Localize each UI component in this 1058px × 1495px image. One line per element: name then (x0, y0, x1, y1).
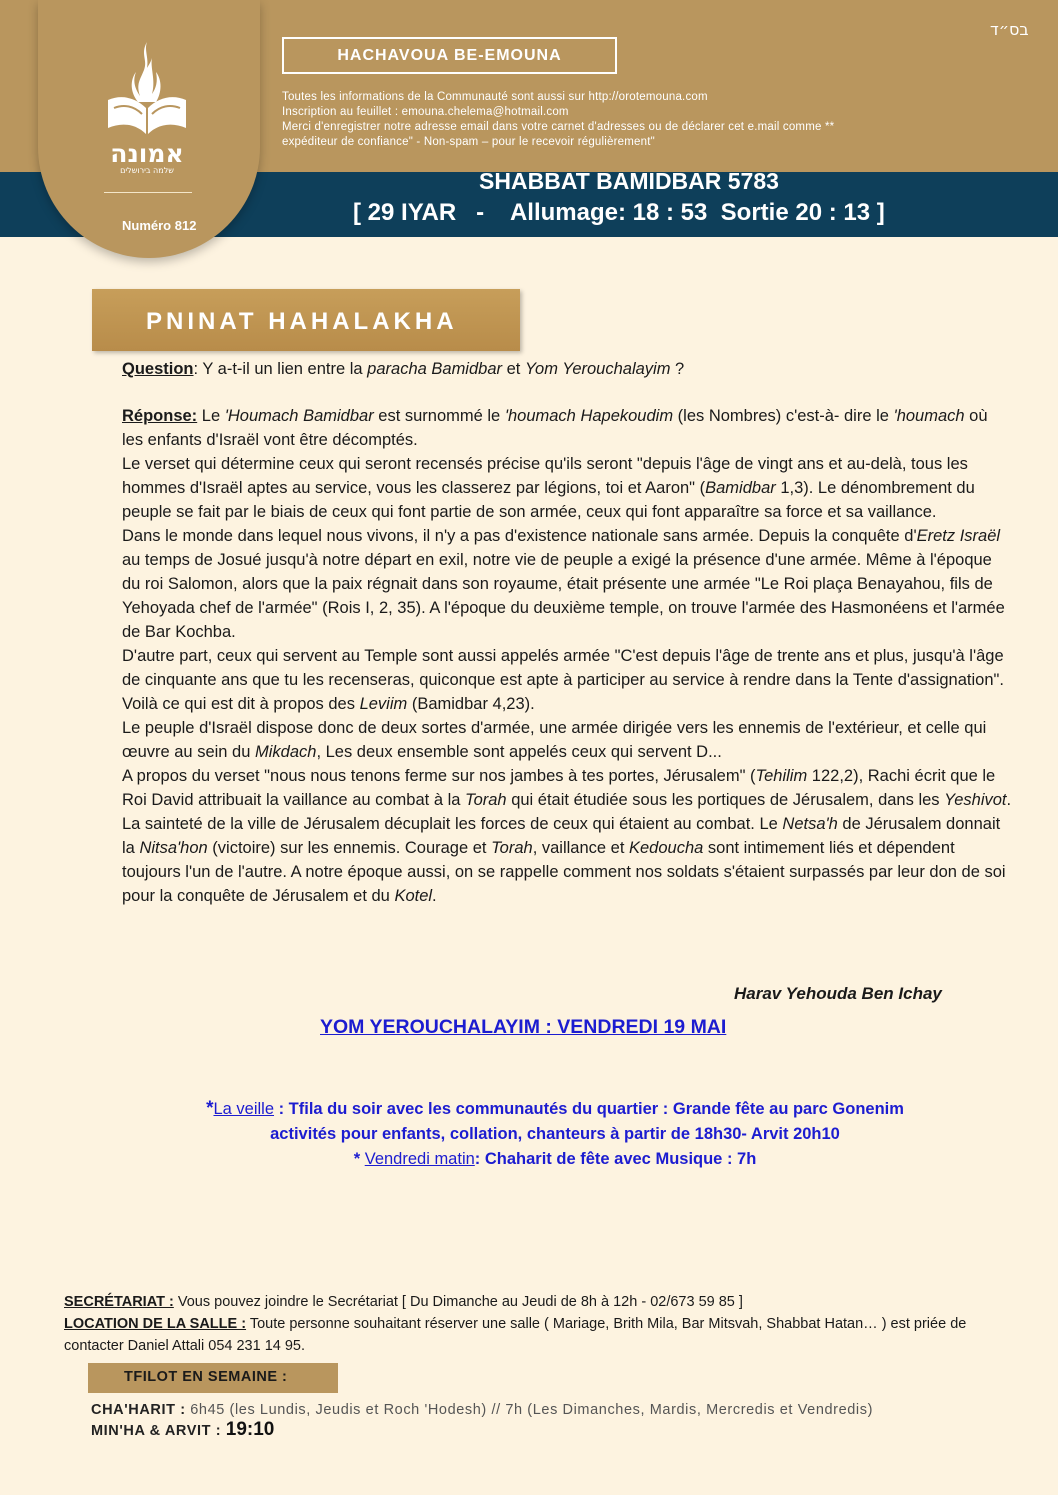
minha-label: MIN'HA & ARVIT : (91, 1423, 222, 1439)
event-line-activities: activités pour enfants, collation, chanteurs à partir de 18h30- Arvit 20h10 (270, 1125, 840, 1143)
emouna-logo (100, 38, 194, 176)
answer-label: Réponse: (122, 407, 198, 425)
tfilot-title: TFILOT EN SEMAINE : (124, 1369, 288, 1385)
shabbat-title: SHABBAT BAMIDBAR 5783 (479, 168, 779, 194)
author-signature: Harav Yehouda Ben Ichay (734, 984, 942, 1003)
candle-times: [ 29 IYAR - Allumage: 18 : 53 Sortie 20 : 13 ] (353, 199, 885, 226)
newsletter-name: HACHAVOUA BE-EMOUNA (282, 37, 617, 74)
info-line-subscription[interactable]: Inscription au feuillet : emouna.chelema@hotmail.com (282, 106, 569, 118)
event-details (100, 1096, 1010, 1172)
secretariat-line: SECRÉTARIAT : Vous pouvez joindre le Secrétariat [ Du Dimanche au Jeudi de 8h à 12h - 02/673 59 85 ] (64, 1294, 743, 1310)
location-label: LOCATION DE LA SALLE : (64, 1316, 247, 1332)
eve-link[interactable]: La veille (213, 1100, 275, 1118)
prayer-schedule (91, 1401, 873, 1441)
paragraph-census: Le verset qui détermine ceux qui seront recensés précise qu'ils seront "depuis l'âge de vingt ans et au-delà, tous les hommes d'Israël aptes au service, vous les classerez par légions, toi et Aaron" (Bamidbar 1,3). Le dénombrement du peuple se fait par le biais de ceux qui font partie de son armée, ceux qui font apparaître sa force et sa vaillance. (122, 455, 975, 521)
paragraph-rachi: A propos du verset "nous nous tenons ferme sur nos jambes à tes portes, Jérusalem" (Tehilim 122,2), Rachi écrit que le Roi David attribuait la vaillance au combat à la Torah qui était étudiée sous les portiques de Jérusalem, dans les Yeshivot. (122, 767, 1012, 809)
morning-link[interactable]: Vendredi matin (364, 1150, 475, 1168)
paragraph-temple: D'autre part, ceux qui servent au Temple sont aussi appelés armée "C'est depuis l'âge de trente ans et plus, jusqu'à l'âge de cinquante ans que tu les recenseras, quiconque est apte à participer au service à rendre dans la Tente d'assignation". Voilà ce qui est dit à propos des Leviim (Bamidbar 4,23). (122, 647, 1004, 713)
info-line-email-note: Merci d'enregistrer notre adresse email dans votre carnet d'adresses ou de déclarer cet e.mail comme ** (282, 121, 835, 133)
info-line-spam-note: expéditeur de confiance" - Non-spam – pour le recevoir régulièrement" (282, 136, 655, 148)
info-line-website[interactable]: Toutes les informations de la Communauté sont aussi sur http://orotemouna.com (282, 91, 708, 103)
answer-paragraph: Réponse: Le 'Houmach Bamidbar est surnommé le 'houmach Hapekoudim (les Nombres) c'est-à- dire le 'houmach où les enfants d'Israël vont être décomptés. (122, 407, 988, 449)
question-paragraph: Question: Y a-t-il un lien entre la paracha Bamidbar et Yom Yerouchalayim ? (122, 360, 685, 378)
question-label: Question (122, 360, 194, 378)
chaharit-label: CHA'HARIT : (91, 1402, 186, 1418)
info-lines (282, 90, 982, 150)
logo-text: אמונה (110, 139, 184, 168)
minha-line (91, 1420, 873, 1441)
location-line: LOCATION DE LA SALLE : Toute personne souhaitant réserver une salle ( Mariage, Brith Mila, Bar Mitsvah, Shabbat Hatan… ) est priée de contacter Daniel Attali 054 231 14 95. (64, 1316, 967, 1354)
logo-subtext: שלמה בירושלים (120, 166, 174, 175)
paragraph-army: Dans le monde dans lequel nous vivons, il n'y a pas d'existence nationale sans armée. Depuis la conquête d'Eretz Israël au temps de Josué jusqu'à notre départ en exil, notre vie de peuple a exigé la présence d'une armée. Même à l'époque du roi Salomon, alors que la paix régnait dans son royaume, était présente une armée "Le Roi plaça Benayahou, fils de Yehoyada chef de l'armée" (Rois I, 2, 35). A l'époque du deuxième temple, on trouve l'armée des Hasmonéens et l'armée de Bar Kochba. (122, 527, 1005, 641)
event-line-eve: *La veille : Tfila du soir avec les communautés du quartier : Grande fête au parc Gonenim (206, 1098, 904, 1119)
bsd-mark: בס״ד (990, 20, 1029, 39)
minha-time: 19:10 (225, 1419, 275, 1440)
paragraph-two-armies: Le peuple d'Israël dispose donc de deux sortes d'armée, une armée dirigée vers les ennemis de l'extérieur, et celle qui œuvre au sein du Mikdach, Les deux ensemble sont appelés ceux qui servent D... (122, 719, 987, 761)
chaharit-line: CHA'HARIT : 6h45 (les Lundis, Jeudis et Roch 'Hodesh) // 7h (Les Dimanches, Mardis, Mercredis et Vendredis) (91, 1402, 874, 1418)
paragraph-holiness: La sainteté de la ville de Jérusalem décuplait les forces de ceux qui étaient au combat. Le Netsa'h de Jérusalem donnait la Nitsa'hon (victoire) sur les ennemis. Courage et Torah, vaillance et Kedoucha sont intimement liés et dépendent toujours l'un de l'autre. A notre époque aussi, on se rappelle comment nos soldats s'étaient surpassés par leur don de soi pour la conquête de Jérusalem et du Kotel. (122, 815, 1006, 905)
issue-number: Numéro 812 (122, 218, 197, 233)
event-title[interactable]: YOM YEROUCHALAYIM : VENDREDI 19 MAI (320, 1016, 727, 1038)
secretariat-label: SECRÉTARIAT : (64, 1294, 174, 1310)
section-title: PNINAT HAHALAKHA (146, 308, 458, 335)
contact-info (64, 1291, 1014, 1357)
article-body (122, 357, 1012, 908)
event-line-morning: * Vendredi matin: Chaharit de fête avec Musique : 7h (353, 1150, 757, 1168)
